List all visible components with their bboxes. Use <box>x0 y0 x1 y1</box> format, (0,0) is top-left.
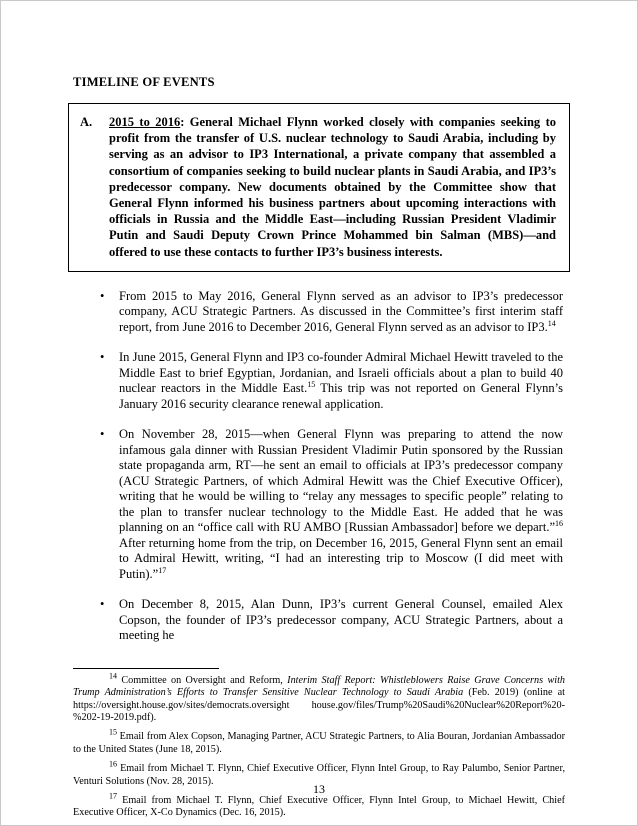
footnote-marker: 17 <box>109 791 117 801</box>
summary-date-range: 2015 to 2016 <box>109 115 181 129</box>
bullet-item <box>119 427 563 582</box>
footnote-marker: 16 <box>109 759 117 769</box>
footnote-text: Email from Alex Copson, Managing Partner, ACU Strategic Partners, to Alia Bouran, Jordanian Ambassador to the United States (June 18, 2015). <box>73 731 565 755</box>
timeline-summary-box <box>68 103 570 272</box>
footnote-text: (Feb. 2019) (online at https://oversight.house.gov/sites/democrats.oversight house.gov/files/Trump%20Saudi%20Nuclear%20Report%20-%202-19-2019.pdf). <box>73 687 565 724</box>
summary-text: : General Michael Flynn worked closely with companies seeking to profit from the transfer of U.S. nuclear technology to Saudi Arabia, including by serving as an advisor to IP3 International, a private company that assembled a consortium of companies seeking to build nuclear plants in Saudi Arabia, and IP3’s predecessor company. New documents obtained by the Committee show that General Flynn informed his business partners about upcoming interactions with officials in Russia and the Middle East—including Russian President Vladimir Putin and Saudi Deputy Crown Prince Mohammed bin Salman (MBS)—and offered to use these contacts to further IP3’s business interests. <box>109 115 556 259</box>
footnote-marker: 15 <box>109 728 117 738</box>
footnote-separator <box>73 668 219 669</box>
footnote-15 <box>73 728 565 756</box>
footnote-17 <box>73 791 565 820</box>
footnote-section <box>73 668 565 820</box>
footnote-text: Email from Michael T. Flynn, Chief Executive Officer, Flynn Intel Group, to Ray Palumbo, Senior Partner, Venturi Solutions (Nov. 28, 2015). <box>73 763 565 787</box>
footnote-text: Email from Michael T. Flynn, Chief Executive Officer, Flynn Intel Group, to Michael Hewitt, Chief Executive Officer, X-Co Dynamics (Dec. 16, 2015). <box>73 795 565 819</box>
bullet-item <box>119 350 563 412</box>
page-number: 13 <box>313 782 325 796</box>
footnote-report-title: Interim Staff Report: Whistleblowers Raise Grave Concerns with Trump Administration’s Efforts to Transfer Sensitive Nuclear Technology to Saudi Arabia <box>73 674 565 699</box>
footnote-14 <box>73 671 565 725</box>
page-content <box>1 1 637 820</box>
bullet-list <box>73 289 565 644</box>
footnote-ref-15: 15 <box>307 380 316 390</box>
bullet-text: This trip was not reported on General Flynn’s January 2016 security clearance renewal application. <box>119 381 563 411</box>
summary-paragraph <box>109 114 556 260</box>
footnote-marker: 14 <box>109 671 117 681</box>
footnote-ref-16: 16 <box>555 519 563 529</box>
footnote-ref-14: 14 <box>547 318 556 328</box>
bullet-text: After returning home from the trip, on December 16, 2015, General Flynn sent an email to Admiral Hewitt, writing, “I had an interesting trip to Moscow (I did meet with Putin).” <box>119 535 563 581</box>
section-label: A. <box>80 115 93 129</box>
bullet-item <box>119 289 563 336</box>
footnote-ref-17: 17 <box>158 565 167 575</box>
bullet-item <box>119 597 563 644</box>
footnote-text: Committee on Oversight and Reform, <box>117 674 288 686</box>
bullet-text: From 2015 to May 2016, General Flynn served as an advisor to IP3’s predecessor company, ACU Strategic Partners. As discussed in the Committee’s first interim staff report, from June 2016 to December 2016, General Flynn served as an advisor to IP3. <box>119 288 563 334</box>
page-title: TIMELINE OF EVENTS <box>73 75 215 89</box>
bullet-text: In June 2015, General Flynn and IP3 co-founder Admiral Michael Hewitt traveled to the Middle East to brief Egyptian, Jordanian, and Israeli officials about a plan to build 40 nuclear reactors in the Middle East. <box>119 350 563 396</box>
bullet-text: On November 28, 2015—when General Flynn was preparing to attend the now infamous gala dinner with Russian President Vladimir Putin sponsored by the Russian state propaganda arm, RT—he sent an email to officials at IP3’s predecessor company (ACU Strategic Partners, of which Admiral Hewitt was the Chief Executive Officer), writing that he would be willing to “relay any messages to specific people” relating to the plan to transfer nuclear technology to the Middle East. He added that he was planning on an “office call with RU AMBO [Russian Ambassador] before we depart.” <box>119 427 563 535</box>
bullet-text: On December 8, 2015, Alan Dunn, IP3’s current General Counsel, emailed Alex Copson, the founder of IP3’s predecessor company, ACU Strategic Partners, about a meeting he <box>119 597 563 643</box>
